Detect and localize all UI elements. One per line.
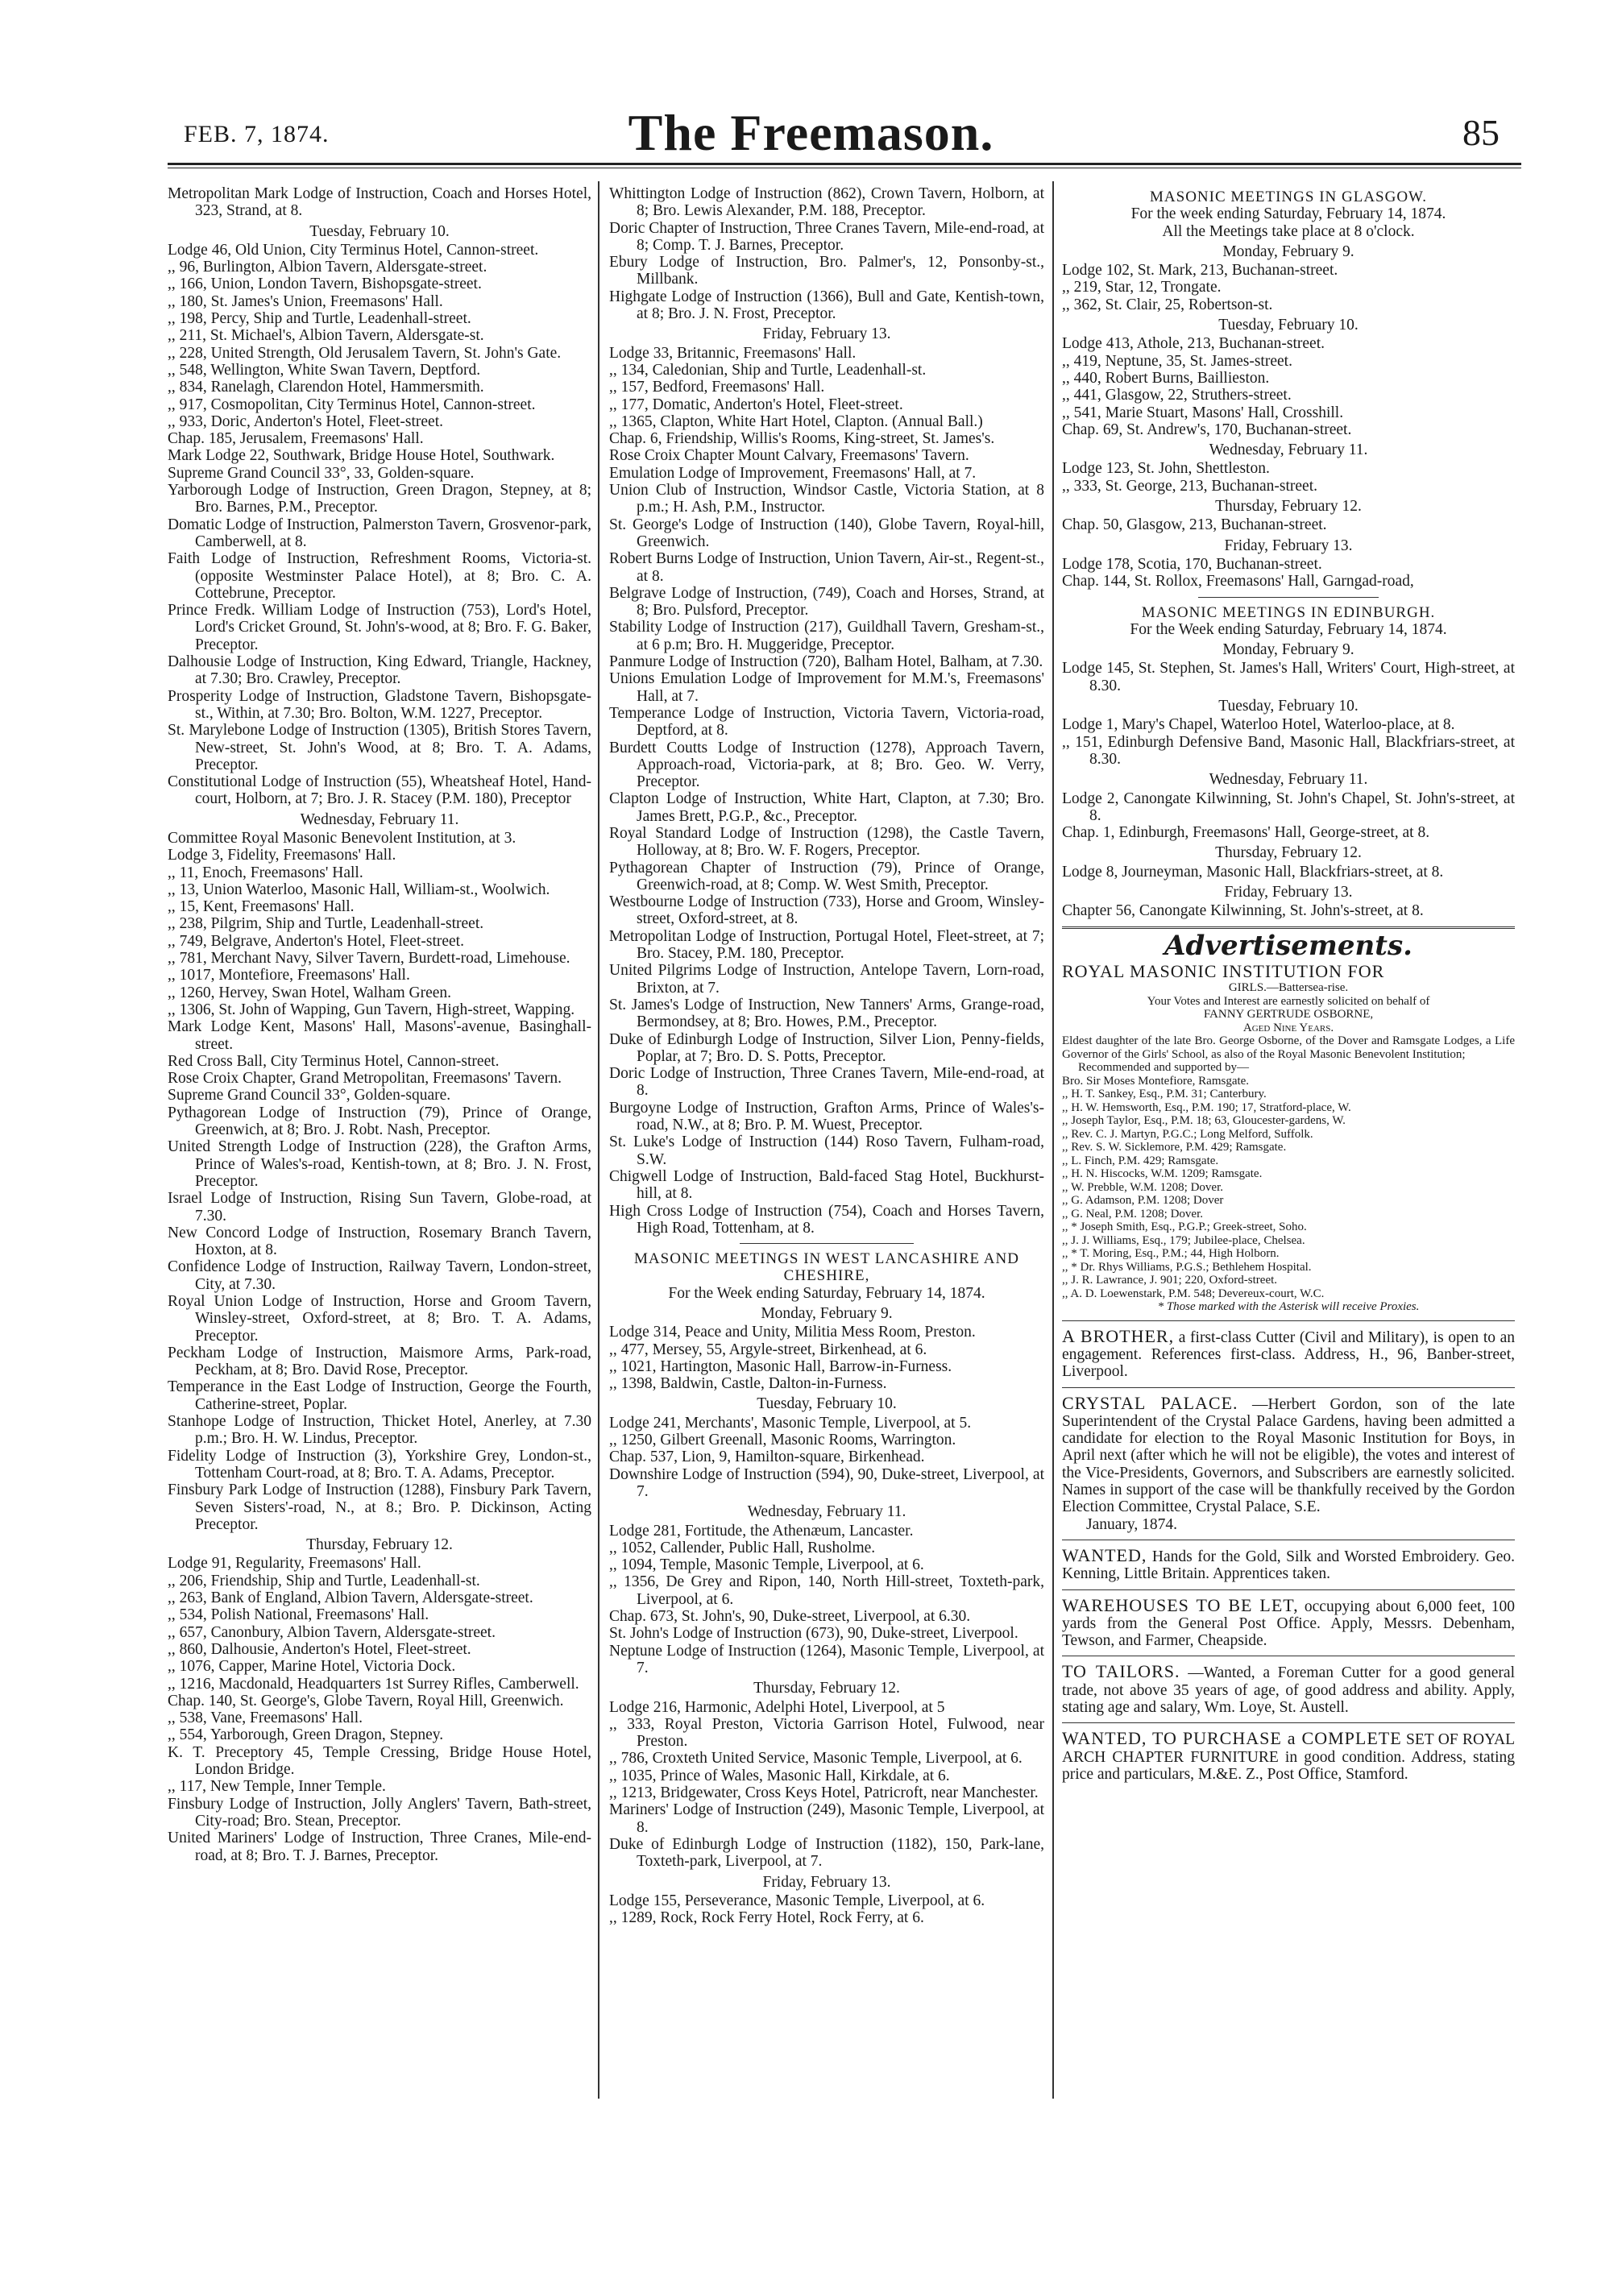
supporter-item: ,, * Dr. Rhys Williams, P.G.S.; Bethlehem Hospital. (1062, 1260, 1312, 1274)
meeting-entry: St. John's Lodge of Instruction (673), 90, Duke-street, Liverpool. (609, 1625, 1018, 1643)
meeting-entry: Mariners' Lodge of Instruction (249), Masonic Temple, Liverpool, at 8. (609, 1801, 1044, 1836)
meeting-entry: Finsbury Park Lodge of Instruction (1288), Finsbury Park Tavern, Seven Sisters'-road, N., at 8.; Bro. P. Dickinson, Acting Preceptor. (168, 1482, 591, 1533)
meeting-entry: Prosperity Lodge of Instruction, Gladstone Tavern, Bishopsgate-st., Within, at 7.30; Bro. Bolton, W.M. 1227, Preceptor. (168, 687, 591, 722)
ad-body: —Wanted, a Foreman Cutter for a good general trade, not above 35 years of age, of good address and ability. Apply, stating age and salary, Wm. Loye, St. Austell. (1062, 1664, 1515, 1717)
supporter-item: ,, G. Adamson, P.M. 1208; Dover (1062, 1194, 1224, 1208)
scottish-meetings (1062, 189, 1515, 920)
meeting-entry: ,, 860, Dalhousie, Anderton's Hotel, Fleet-street. (168, 1640, 471, 1658)
recommended-label: Recommended and supported by— (1078, 1061, 1250, 1075)
meeting-entry: Stability Lodge of Instruction (217), Guildhall Tavern, Gresham-st., at 6 p.m; Bro. H. Muggeridge, Preceptor. (609, 619, 1044, 653)
meeting-entry: Neptune Lodge of Instruction (1264), Masonic Temple, Liverpool, at 7. (609, 1642, 1044, 1676)
ad-rule (1062, 1722, 1515, 1723)
day-heading: Thursday, February 12. (1215, 844, 1362, 862)
ad-subhead: GIRLS.—Battersea-rise. (1228, 981, 1349, 995)
day-heading: Wednesday, February 11. (300, 810, 459, 828)
ad-body: SET OF ROYAL ARCH CHAPTER FURNITURE in good condition. Address, stating price and particulars, M.&E. Z., Post Office, Stamford. (1062, 1731, 1516, 1783)
meeting-entry: United Strength Lodge of Instruction (228), the Grafton Arms, Prince of Wales's-road, Kentish-town, at 8; Bro. J. N. Frost, Preceptor. (168, 1138, 591, 1190)
meeting-entry: ,, 917, Cosmopolitan, City Terminus Hotel, Cannon-street. (168, 396, 536, 413)
meeting-entry: Chap. 50, Glasgow, 213, Buchanan-street. (1062, 516, 1327, 534)
meeting-entry: ,, 228, United Strength, Old Jerusalem Tavern, St. John's Gate. (168, 344, 562, 362)
day-heading: Thursday, February 12. (306, 1536, 453, 1554)
masthead-title: The Freemason. (628, 104, 994, 161)
meeting-entry: Lodge 314, Peace and Unity, Militia Mess Room, Preston. (609, 1324, 976, 1341)
meeting-entry: Lodge 178, Scotia, 170, Buchanan-street. (1062, 555, 1322, 573)
meeting-entry: Red Cross Ball, City Terminus Hotel, Cannon-street. (168, 1052, 500, 1070)
meeting-entry: ,, 333, Royal Preston, Victoria Garrison Hotel, Fulwood, near Preston. (609, 1715, 1044, 1751)
meeting-entry: Mark Lodge Kent, Masons' Hall, Masons'-avenue, Basinghall-street. (168, 1018, 591, 1053)
meeting-entry: New Concord Lodge of Instruction, Rosemary Branch Tavern, Hoxton, at 8. (168, 1224, 591, 1259)
day-heading: Tuesday, February 10. (757, 1395, 897, 1413)
meeting-entry: Chap. 1, Edinburgh, Freemasons' Hall, George-street, at 8. (1062, 824, 1430, 842)
meeting-entry: Emulation Lodge of Improvement, Freemasons' Hall, at 7. (609, 464, 977, 482)
ad-rule (1062, 1387, 1515, 1388)
meeting-entry: Burgoyne Lodge of Instruction, Grafton Arms, Prince of Wales's-road, N.W., at 8; Bro. P. M. Wuest, Preceptor. (609, 1099, 1044, 1134)
meeting-entry: ,, 1365, Clapton, White Hart Hotel, Clapton. (Annual Ball.) (609, 412, 983, 430)
meeting-entry: ,, 1052, Callender, Public Hall, Rusholme. (609, 1539, 876, 1556)
meeting-entry: Union Club of Instruction, Windsor Castle, Victoria Station, at 8 p.m.; H. Ash, P.M., Instructor. (609, 482, 1044, 516)
meeting-entry: Committee Royal Masonic Benevolent Institution, at 3. (168, 829, 516, 847)
meeting-entry: Clapton Lodge of Instruction, White Hart, Clapton, at 7.30; Bro. James Brett, P.G.P., &c., Preceptor. (609, 790, 1044, 825)
supporter-item: ,, * T. Moring, Esq., P.M.; 44, High Holborn. (1062, 1247, 1280, 1261)
meeting-entry: Robert Burns Lodge of Instruction, Union Tavern, Air-st., Regent-st., at 8. (609, 550, 1044, 585)
ad-headline: TO TAILORS. (1062, 1661, 1180, 1682)
meeting-entry: Lodge 155, Perseverance, Masonic Temple, Liverpool, at 6. (609, 1892, 985, 1909)
meeting-entry: ,, 157, Bedford, Freemasons' Hall. (609, 379, 825, 396)
day-heading: Thursday, February 12. (1215, 498, 1362, 516)
meeting-entry: Unions Emulation Lodge of Improvement for M.M.'s, Freemasons' Hall, at 7. (609, 670, 1044, 705)
meeting-entry: Lodge 145, St. Stephen, St. James's Hall, Writers' Court, High-street, at 8.30. (1062, 660, 1515, 694)
candidate-age: Aged Nine Years. (1242, 1021, 1334, 1034)
meeting-entry: Mark Lodge 22, Southwark, Bridge House Hotel, Southwark. (168, 447, 555, 465)
meeting-entry: Doric Lodge of Instruction, Three Cranes Tavern, Mile-end-road, at 8. (609, 1065, 1044, 1100)
meeting-entry: ,, 1216, Macdonald, Headquarters 1st Surrey Rifles, Camberwell. (168, 1675, 579, 1693)
meeting-entry: Yarborough Lodge of Instruction, Green Dragon, Stepney, at 8; Bro. Barnes, P.M., Preceptor. (168, 482, 591, 516)
meeting-entry: Duke of Edinburgh Lodge of Instruction (1182), 150, Park-lane, Toxteth-park, Liverpool, at 7. (609, 1835, 1044, 1871)
meeting-entry: Lodge 216, Harmonic, Adelphi Hotel, Liverpool, at 5 (609, 1698, 945, 1716)
ad-headline: WANTED, TO PURCHASE a COMPLETE (1062, 1728, 1402, 1749)
meeting-entry: ,, 441, Glasgow, 22, Struthers-street. (1062, 387, 1292, 404)
day-heading: Tuesday, February 10. (309, 222, 450, 240)
meeting-entry: Lodge 102, St. Mark, 213, Buchanan-street. (1062, 262, 1338, 280)
meeting-entry: Metropolitan Lodge of Instruction, Portugal Hotel, Fleet-street, at 7; Bro. Stacey, P.M. 180, Preceptor. (609, 927, 1044, 963)
meeting-entry: Panmure Lodge of Instruction (720), Balham Hotel, Balham, at 7.30. (609, 653, 1043, 671)
meeting-entry: Rose Croix Chapter Mount Calvary, Freemasons' Tavern. (609, 447, 969, 465)
ad-appeal: Your Votes and Interest are earnestly solicited on behalf of (1147, 994, 1430, 1008)
proxies-note: * Those marked with the Asterisk will receive Proxies. (1157, 1300, 1420, 1314)
classified-ad (1062, 1392, 1515, 1533)
classified-ad (1062, 1544, 1516, 1583)
meeting-entry: ,, 477, Mersey, 55, Argyle-street, Birkenhead, at 6. (609, 1341, 927, 1358)
meeting-entry: Chap. 185, Jerusalem, Freemasons' Hall. (168, 430, 424, 448)
meeting-entry: Chap. 144, St. Rollox, Freemasons' Hall, Garngad-road, (1062, 573, 1414, 591)
meeting-entry: ,, 1398, Baldwin, Castle, Dalton-in-Furness. (609, 1375, 887, 1393)
meeting-entry: ,, 177, Domatic, Anderton's Hotel, Fleet-street. (609, 396, 903, 413)
meeting-entry: ,, 1213, Bridgewater, Cross Keys Hotel, Patricroft, near Manchester. (609, 1784, 1039, 1802)
meeting-entry: Chapter 56, Canongate Kilwinning, St. John's-street, at 8. (1062, 902, 1424, 920)
classified-ad (1062, 1594, 1515, 1650)
meeting-entry: Lodge 3, Fidelity, Freemasons' Hall. (168, 847, 396, 864)
day-heading: Friday, February 13. (762, 1873, 891, 1891)
meeting-entry: Pythagorean Lodge of Instruction (79), Prince of Orange, Greenwich, at 8; Bro. J. Robt. Nash, Preceptor. (168, 1104, 591, 1139)
meeting-entry: ,, 749, Belgrave, Anderton's Hotel, Fleet-street. (168, 932, 464, 950)
meeting-entry: Highgate Lodge of Instruction (1366), Bull and Gate, Kentish-town, at 8; Bro. J. N. Frost, Preceptor. (609, 288, 1044, 323)
supporter-item: ,, Joseph Taylor, Esq., P.M. 18; 63, Gloucester-gardens, W. (1062, 1114, 1346, 1128)
meeting-entry: ,, 1289, Rock, Rock Ferry Hotel, Rock Ferry, at 6. (609, 1909, 924, 1927)
supporter-item: ,, J. R. Lawrance, J. 901; 220, Oxford-street. (1062, 1274, 1278, 1287)
supporter-item: Bro. Sir Moses Montefiore, Ramsgate. (1062, 1074, 1250, 1088)
ad-headline: ROYAL MASONIC INSTITUTION FOR (1062, 960, 1385, 981)
supporter-item: ,, Rev. S. W. Sicklemore, P.M. 429; Ramsgate. (1062, 1141, 1287, 1154)
column-left (168, 185, 591, 1864)
meeting-entry: Supreme Grand Council 33°, 33, Golden-square. (168, 464, 475, 482)
supporter-item: ,, J. J. Williams, Esq., 179; Jubilee-place, Chelsea. (1062, 1233, 1305, 1247)
meeting-entry: ,, 117, New Temple, Inner Temple. (168, 1778, 386, 1796)
page-number: 85 (1462, 112, 1500, 153)
meeting-entry: Chap. 673, St. John's, 90, Duke-street, Liverpool, at 6.30. (609, 1608, 971, 1626)
meeting-entry: ,, 554, Yarborough, Green Dragon, Stepney. (168, 1726, 444, 1744)
supporter-item: ,, H. N. Hiscocks, W.M. 1209; Ramsgate. (1062, 1167, 1263, 1181)
meeting-entry: Downshire Lodge of Instruction (594), 90, Duke-street, Liverpool, at 7. (609, 1465, 1044, 1500)
issue-date: FEB. 7, 1874. (184, 121, 330, 147)
meeting-entry: Chap. 140, St. George's, Globe Tavern, Royal Hill, Greenwich. (168, 1692, 564, 1710)
meeting-entry: Constitutional Lodge of Instruction (55), Wheatsheaf Hotel, Hand-court, Holborn, at 7; Bro. J. R. Stacey (P.M. 180), Preceptor (168, 773, 591, 808)
supporters-list (1062, 1075, 1515, 1301)
supporter-item: ,, W. Prebble, W.M. 1208; Dover. (1062, 1180, 1224, 1194)
meeting-entry: ,, 440, Robert Burns, Baillieston. (1062, 369, 1270, 387)
meeting-entry: Fidelity Lodge of Instruction (3), Yorkshire Grey, London-st., Tottenham Court-road, at 8; Bro. T. A. Adams, Preceptor. (168, 1447, 591, 1482)
meeting-entry: ,, 419, Neptune, 35, St. James-street. (1062, 352, 1292, 370)
meeting-entry: ,, 538, Vane, Freemasons' Hall. (168, 1710, 363, 1727)
day-heading: Friday, February 13. (762, 325, 891, 343)
meeting-entry: Lodge 241, Merchants', Masonic Temple, Liverpool, at 5. (609, 1414, 972, 1432)
day-heading: Monday, February 9. (1222, 641, 1354, 659)
advertisements-heading: Advertisements. (1164, 929, 1413, 962)
meeting-entry: ,, 1306, St. John of Wapping, Gun Tavern, High-street, Wapping. (168, 1001, 575, 1018)
section-subheading: For the Week ending Saturday, February 14, 1874. (1130, 620, 1447, 638)
meeting-entry: Lodge 91, Regularity, Freemasons' Hall. (168, 1555, 421, 1573)
meeting-entry: Finsbury Lodge of Instruction, Jolly Anglers' Tavern, Bath-street, City-road; Bro. Stean, Preceptor. (168, 1795, 591, 1830)
meeting-entry: ,, 362, St. Clair, 25, Robertson-st. (1062, 296, 1273, 313)
meeting-entry: United Mariners' Lodge of Instruction, Three Cranes, Mile-end-road, at 8; Bro. T. J. Barnes, Preceptor. (168, 1830, 591, 1864)
classified-ad (1062, 1663, 1515, 1716)
meeting-entry: Lodge 46, Old Union, City Terminus Hotel, Cannon-street. (168, 241, 539, 259)
meeting-entry: ,, 786, Croxteth United Service, Masonic Temple, Liverpool, at 6. (609, 1750, 1023, 1768)
section-rule (1198, 597, 1379, 598)
day-heading: Tuesday, February 10. (1218, 698, 1359, 715)
meeting-entry: Stanhope Lodge of Instruction, Thicket Hotel, Anerley, at 7.30 p.m.; Bro. H. W. Lindus, Preceptor. (168, 1413, 591, 1448)
meeting-entry: ,, 1260, Hervey, Swan Hotel, Walham Green. (168, 984, 452, 1001)
supporter-item: ,, Rev. C. J. Martyn, P.G.C.; Long Melford, Suffolk. (1062, 1127, 1313, 1141)
meeting-entry: Lodge 1, Mary's Chapel, Waterloo Hotel, Waterloo-place, at 8. (1062, 716, 1455, 734)
supporter-item: ,, H. T. Sankey, Esq., P.M. 31; Canterbury. (1062, 1088, 1267, 1101)
meeting-entry: Prince Fredk. William Lodge of Instruction (753), Lord's Hotel, Lord's Cricket Ground, St. John's-wood, at 8; Bro. F. G. Baker, Preceptor. (168, 602, 591, 653)
ad-headline: WAREHOUSES TO BE LET, (1062, 1594, 1299, 1615)
supporter-item: ,, G. Neal, P.M. 1208; Dover. (1062, 1207, 1203, 1221)
ad-rule (1062, 1589, 1515, 1590)
day-heading: Thursday, February 12. (753, 1680, 900, 1697)
meeting-entry: Chap. 6, Friendship, Willis's Rooms, King-street, St. James's. (609, 430, 995, 448)
day-heading: Wednesday, February 11. (1209, 771, 1368, 789)
meeting-entry: Westbourne Lodge of Instruction (733), Horse and Groom, Winsley-street, Oxford-street, at 8. (609, 893, 1044, 928)
meeting-entry: St. James's Lodge of Instruction, New Tanners' Arms, Grange-road, Bermondsey, at 8; Bro. Howes, P.M., Preceptor. (609, 996, 1044, 1031)
meeting-entry: Chigwell Lodge of Instruction, Bald-faced Stag Hotel, Buckhurst-hill, at 8. (609, 1167, 1044, 1203)
ad-headline: WANTED, (1062, 1544, 1147, 1565)
meeting-entry: Duke of Edinburgh Lodge of Instruction, Silver Lion, Penny-fields, Poplar, at 7; Bro. D. S. Potts, Preceptor. (609, 1030, 1044, 1065)
section-heading: MASONIC MEETINGS IN EDINBURGH. (1141, 603, 1436, 621)
meeting-entry: ,, 166, Union, London Tavern, Bishopsgate-street. (168, 276, 482, 293)
meeting-entry: ,, 1094, Temple, Masonic Temple, Liverpool, at 6. (609, 1556, 924, 1574)
classified-ads (1062, 1320, 1515, 1784)
meeting-entry: Domatic Lodge of Instruction, Palmerston Tavern, Grosvenor-park, Camberwell, at 8. (168, 516, 591, 550)
meeting-entry: Chap. 537, Lion, 9, Hamilton-square, Birkenhead. (609, 1448, 925, 1466)
meeting-entry: ,, 198, Percy, Ship and Turtle, Leadenhall-street. (168, 310, 471, 328)
candidate-details: Eldest daughter of the late Bro. George Osborne, of the Dover and Ramsgate Lodges, a Life Governor of the Girls' School, as also of the Royal Masonic Benevolent Institution; (1062, 1034, 1515, 1061)
meeting-entry: ,, 933, Doric, Anderton's Hotel, Fleet-street. (168, 412, 443, 430)
day-heading: Wednesday, February 11. (1209, 441, 1368, 459)
ad-body: occupying about 6,000 feet, 100 yards from the General Post Office. Apply, Messrs. Debenham, Tewson, and Farmer, Cheapside. (1062, 1598, 1515, 1650)
meeting-entry: Whittington Lodge of Instruction (862), Crown Tavern, Holborn, at 8; Bro. Lewis Alexander, P.M. 188, Preceptor. (609, 185, 1044, 220)
meeting-entry: ,, 219, Star, 12, Trongate. (1062, 279, 1222, 296)
meeting-entry: Israel Lodge of Instruction, Rising Sun Tavern, Globe-road, at 7.30. (168, 1190, 591, 1225)
ad-body: Hands for the Gold, Silk and Worsted Embroidery. Geo. Kenning, Little Britain. Apprentices taken. (1062, 1548, 1516, 1583)
meeting-entry: ,, 534, Polish National, Freemasons' Hall. (168, 1606, 429, 1624)
meeting-entry: Temperance in the East Lodge of Instruction, George the Fourth, Catherine-street, Poplar. (168, 1378, 591, 1413)
meeting-entry: ,, 134, Caledonian, Ship and Turtle, Leadenhall-st. (609, 361, 927, 379)
meeting-entry: Lodge 281, Fortitude, the Athenæum, Lancaster. (609, 1522, 914, 1540)
meeting-entry: ,, 1035, Prince of Wales, Masonic Hall, Kirkdale, at 6. (609, 1767, 950, 1784)
meeting-entry: ,, 1017, Montefiore, Freemasons' Hall. (168, 967, 410, 984)
meeting-entry: ,, 781, Merchant Navy, Silver Tavern, Burdett-road, Limehouse. (168, 950, 570, 968)
meeting-entry: Royal Union Lodge of Instruction, Horse and Groom Tavern, Winsley-street, Oxford-street, at 8; Bro. T. A. Adams, Preceptor. (168, 1293, 591, 1345)
column-rule (1052, 181, 1054, 2099)
day-heading: Friday, February 13. (1224, 883, 1353, 901)
meeting-entry: ,, 11, Enoch, Freemasons' Hall. (168, 864, 363, 881)
meeting-entry: Confidence Lodge of Instruction, Railway Tavern, London-street, City, at 7.30. (168, 1258, 591, 1293)
meeting-entry: United Pilgrims Lodge of Instruction, Antelope Tavern, Lorn-road, Brixton, at 7. (609, 962, 1044, 997)
meeting-entry: ,, 211, St. Michael's, Albion Tavern, Aldersgate-st. (168, 327, 484, 345)
classified-ad (1062, 1325, 1516, 1381)
meeting-entry: ,, 1021, Hartington, Masonic Hall, Barrow-in-Furness. (609, 1357, 952, 1375)
meeting-entry: ,, 541, Marie Stuart, Masons' Hall, Crosshill. (1062, 404, 1344, 421)
column-middle (609, 185, 1044, 1926)
section-subheading: All the Meetings take place at 8 o'clock. (1162, 222, 1415, 240)
meeting-entry: Temperance Lodge of Instruction, Victoria Tavern, Victoria-road, Deptford, at 8. (609, 704, 1044, 740)
meeting-entry: Dalhousie Lodge of Instruction, King Edward, Triangle, Hackney, at 7.30; Bro. Crawley, Preceptor. (168, 653, 591, 688)
ad-royal-masonic-institution (1062, 960, 1515, 1314)
header-rule (168, 163, 1521, 168)
meeting-entry: ,, 206, Friendship, Ship and Turtle, Leadenhall-st. (168, 1572, 480, 1589)
classified-ad (1062, 1730, 1515, 1783)
meeting-entry: Lodge 8, Journeyman, Masonic Hall, Blackfriars-street, at 8. (1062, 863, 1444, 881)
supporter-item: ,, H. W. Hemsworth, Esq., P.M. 190; 17, Stratford-place, W. (1062, 1100, 1351, 1114)
column-rule (598, 181, 599, 2099)
meeting-entry: ,, 1250, Gilbert Greenall, Masonic Rooms, Warrington. (609, 1432, 956, 1449)
ad-rule (1062, 1320, 1515, 1321)
meeting-entry: Chap. 69, St. Andrew's, 170, Buchanan-street. (1062, 421, 1352, 438)
column-right (1062, 185, 1515, 1786)
meeting-entry: High Cross Lodge of Instruction (754), Coach and Horses Tavern, High Road, Tottenham, at 8. (609, 1202, 1044, 1237)
meeting-entry: ,, 333, St. George, 213, Buchanan-street. (1062, 477, 1317, 495)
day-heading: Wednesday, February 11. (747, 1503, 906, 1521)
meeting-entry: ,, 657, Canonbury, Albion Tavern, Aldersgate-street. (168, 1623, 496, 1641)
meeting-entry: St. Luke's Lodge of Instruction (144) Roso Tavern, Fulham-road, S.W. (609, 1133, 1044, 1168)
candidate-name: FANNY GERTRUDE OSBORNE, (1203, 1008, 1374, 1022)
meeting-entry: Lodge 33, Britannic, Freemasons' Hall. (609, 344, 857, 362)
section-heading: MASONIC MEETINGS IN WEST LANCASHIRE AND CHESHIRE, (634, 1250, 1019, 1285)
ad-body: a first-class Cutter (Civil and Military), is open to an engagement. References first-class. Address, H., 96, Banber-street, Liverpool. (1062, 1328, 1516, 1381)
meeting-entry: St. Marylebone Lodge of Instruction (1305), British Stores Tavern, New-street, St. John's Wood, at 8; Bro. T. A. Adams, Preceptor. (168, 722, 591, 773)
supporter-item: ,, * Joseph Smith, Esq., P.G.P.; Greek-street, Soho. (1062, 1221, 1307, 1234)
day-heading: Tuesday, February 10. (1218, 317, 1359, 334)
meeting-entry: Doric Chapter of Instruction, Three Cranes Tavern, Mile-end-road, at 8; Comp. T. J. Barnes, Preceptor. (609, 219, 1044, 254)
supporter-item: ,, A. D. Loewenstark, P.M. 548; Devereux-court, W.C. (1062, 1287, 1325, 1300)
meeting-entry: Lodge 123, St. John, Shettleston. (1062, 460, 1270, 478)
meeting-entry: ,, 834, Ranelagh, Clarendon Hotel, Hammersmith. (168, 379, 484, 396)
meeting-entry: Peckham Lodge of Instruction, Maismore Arms, Park-road, Peckham, at 8; Bro. David Rose, Preceptor. (168, 1344, 591, 1379)
meeting-entry: Rose Croix Chapter, Grand Metropolitan, Freemasons' Tavern. (168, 1070, 562, 1088)
meeting-entry: ,, 1356, De Grey and Ripon, 140, North Hill-street, Toxteth-park, Liverpool, at 6. (609, 1573, 1044, 1608)
meeting-entry: ,, 96, Burlington, Albion Tavern, Aldersgate-street. (168, 259, 487, 276)
meeting-entry: ,, 180, St. James's Union, Freemasons' Hall. (168, 292, 443, 310)
ad-headline: CRYSTAL PALACE. (1062, 1392, 1238, 1413)
meeting-entry: Lodge 2, Canongate Kilwinning, St. John's Chapel, St. John's-street, at 8. (1062, 790, 1515, 824)
meeting-entry: Metropolitan Mark Lodge of Instruction, Coach and Horses Hotel, 323, Strand, at 8. (168, 185, 591, 220)
meeting-entry: ,, 151, Edinburgh Defensive Band, Masonic Hall, Blackfriars-street, at 8.30. (1062, 733, 1515, 768)
supporter-item: ,, L. Finch, P.M. 429; Ramsgate. (1062, 1154, 1219, 1167)
meeting-entry: ,, 13, Union Waterloo, Masonic Hall, William-st., Woolwich. (168, 881, 550, 898)
section-subheading: For the Week ending Saturday, February 14, 1874. (668, 1284, 985, 1302)
meeting-entry: ,, 15, Kent, Freemasons' Hall. (168, 898, 355, 916)
meeting-entry: Belgrave Lodge of Instruction, (749), Coach and Horses, Strand, at 8; Bro. Pulsford, Preceptor. (609, 584, 1044, 620)
meeting-entry: Ebury Lodge of Instruction, Bro. Palmer's, 12, Ponsonby-st., Millbank. (609, 254, 1044, 288)
section-subheading: For the week ending Saturday, February 14, 1874. (1130, 205, 1446, 223)
meeting-entry: K. T. Preceptory 45, Temple Cressing, Bridge House Hotel, London Bridge. (168, 1743, 591, 1779)
meeting-entry: ,, 238, Pilgrim, Ship and Turtle, Leadenhall-street. (168, 915, 484, 933)
day-heading: Monday, February 9. (1222, 242, 1354, 260)
meeting-entry: St. George's Lodge of Instruction (140), Globe Tavern, Royal-hill, Greenwich. (609, 516, 1044, 550)
meeting-entry: ,, 263, Bank of England, Albion Tavern, Aldersgate-street. (168, 1589, 533, 1607)
meeting-entry: Pythagorean Chapter of Instruction (79), Prince of Orange, Greenwich-road, at 8; Comp. W. West Smith, Preceptor. (609, 859, 1044, 893)
meeting-entry: Supreme Grand Council 33°, Golden-square. (168, 1087, 451, 1104)
ad-body: —Herbert Gordon, son of the late Superintendent of the Crystal Palace Gardens, having been admitted a candidate for election to the Royal Masonic Institution for Boys, in April next (after which he will not be eligible), the votes and interest of the Vice-Presidents, Governors, and Subscribers are earnestly solicited. Names in support of the case will be thankfully received by the Gordon Election Committee, Crystal Palace, S.E. (1062, 1395, 1515, 1516)
meeting-entry: ,, 1076, Capper, Marine Hotel, Victoria Dock. (168, 1658, 456, 1676)
meeting-entry: Lodge 413, Athole, 213, Buchanan-street. (1062, 335, 1325, 353)
section-heading: MASONIC MEETINGS IN GLASGOW. (1150, 189, 1427, 205)
meeting-entry: Royal Standard Lodge of Instruction (1298), the Castle Tavern, Holloway, at 8; Bro. W. F. Rogers, Preceptor. (609, 824, 1044, 860)
meeting-entry: ,, 548, Wellington, White Swan Tavern, Deptford. (168, 361, 481, 379)
ad-headline: A BROTHER, (1062, 1325, 1175, 1346)
meeting-entry: Burdett Coutts Lodge of Instruction (1278), Approach Tavern, Approach-road, Victoria-park, at 8; Bro. Geo. W. Verry, Preceptor. (609, 739, 1044, 791)
section-rule (740, 1243, 914, 1244)
day-heading: Monday, February 9. (761, 1305, 893, 1322)
ad-date: January, 1874. (1086, 1515, 1178, 1533)
day-heading: Friday, February 13. (1224, 537, 1353, 554)
meeting-entry: Faith Lodge of Instruction, Refreshment Rooms, Victoria-st. (opposite Westminster Palace Hotel), at 8; Bro. C. A. Cottebrune, Preceptor. (168, 550, 591, 602)
